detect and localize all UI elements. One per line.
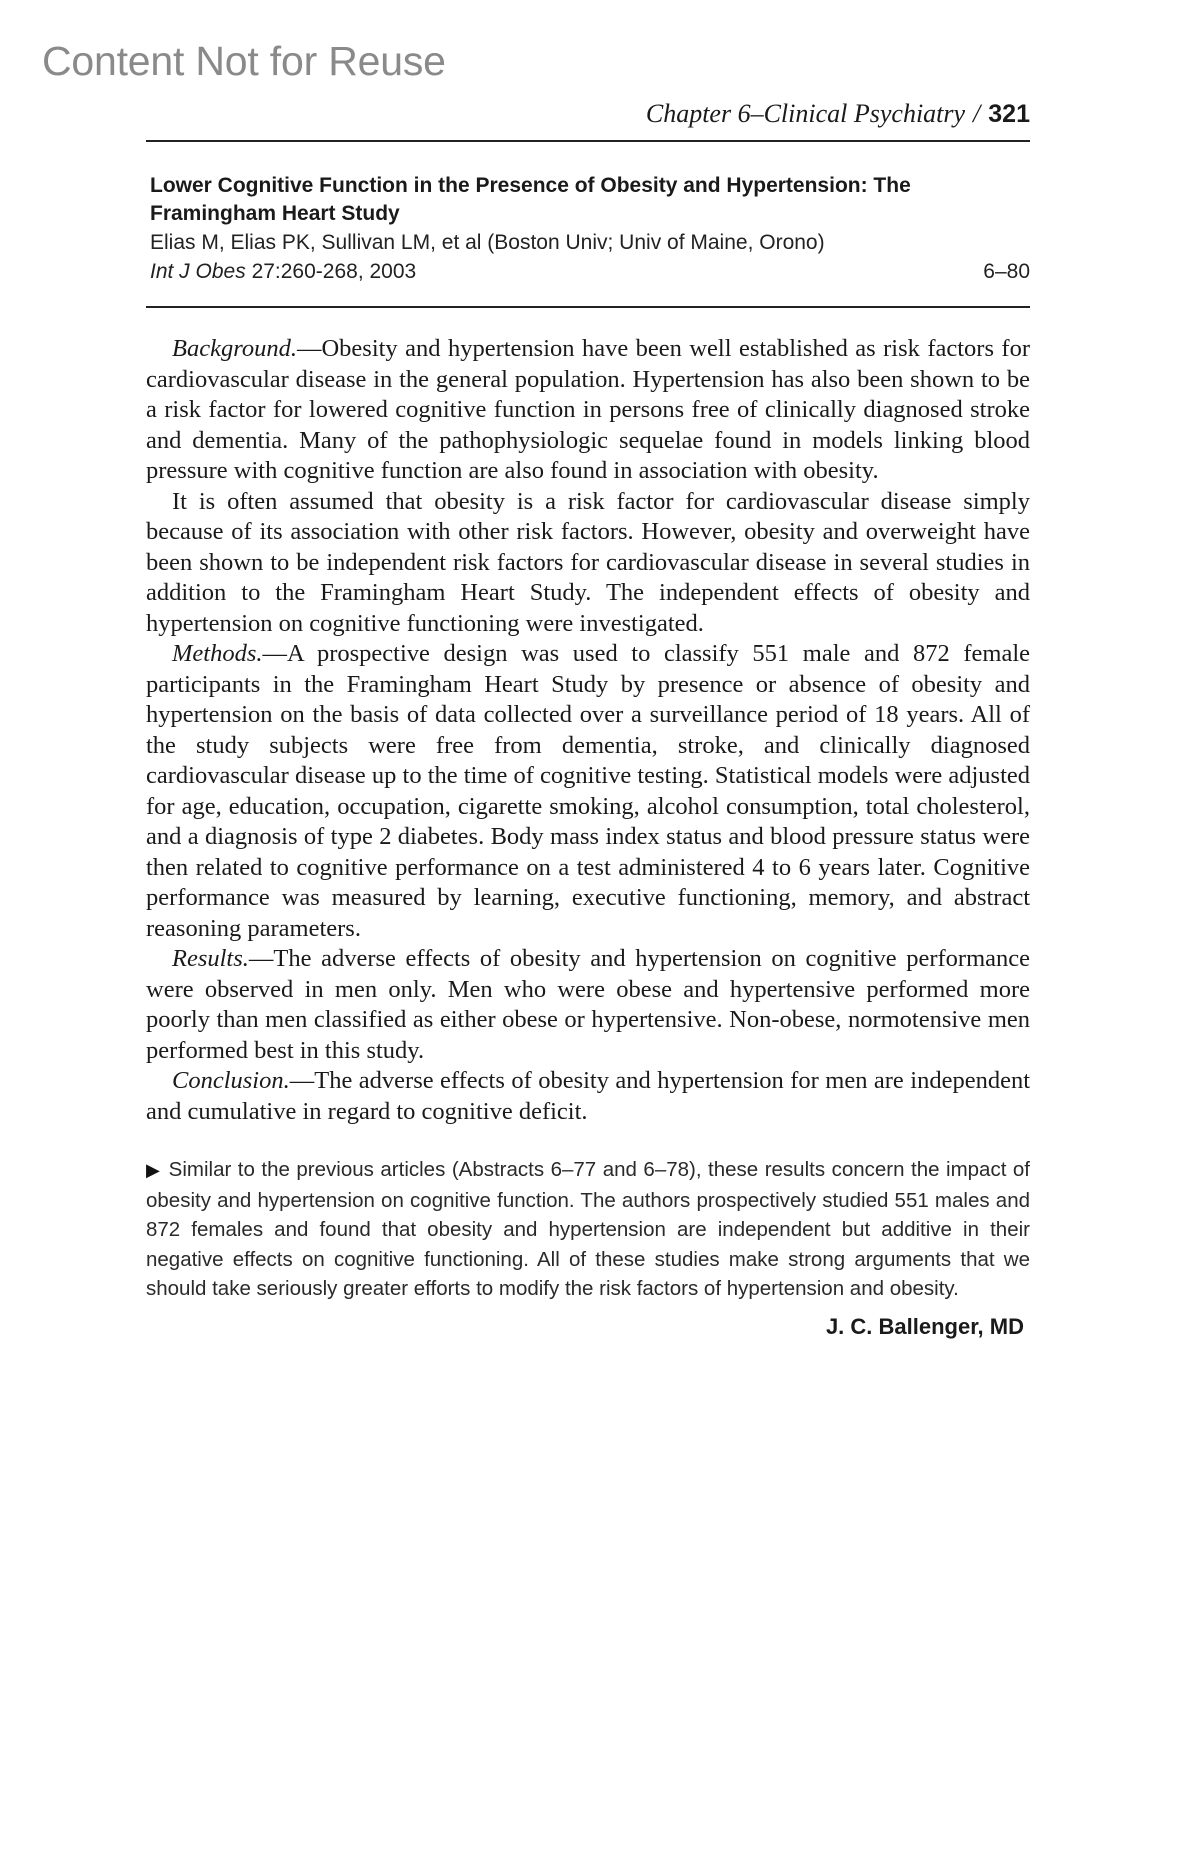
article-citation-block [146,142,1030,306]
watermark: Content Not for Reuse [42,38,446,84]
journal-line [150,257,1030,286]
results-paragraph [146,944,1030,1066]
running-head [146,92,1030,136]
abstract-body [146,334,1030,1127]
background-text: —Obesity and hypertension have been well established as risk factors for cardiovascular disease in the general population. Hypertension has also been shown to be a risk factor for lowered cognitive function in persons free of clinically diagnosed stroke and dementia. Many of the pathophysiologic sequelae found in models linking blood pressure with cognitive function are also found in association with obesity. [146,335,1030,484]
article-title: Lower Cognitive Function in the Presence of Obesity and Hypertension: The Framingham Heart Study [150,174,911,225]
running-head-separator: / [973,99,981,128]
results-text: —The adverse effects of obesity and hypertension on cognitive performance were observed in men only. Men who were obese and hypertensive performed more poorly than men classified as either obese or hypertensive. Non-obese, normotensive men performed best in this study. [146,945,1030,1064]
methods-heading: Methods. [172,640,263,667]
conclusion-paragraph [146,1066,1030,1127]
right-triangle-bullet-icon: ▶ [146,1160,161,1180]
reviewer-name: J. C. Ballenger, MD [825,1313,1024,1339]
conclusion-heading: Conclusion. [172,1067,290,1094]
methods-paragraph [146,639,1030,944]
page-number: 321 [988,100,1030,128]
abstract-number: 6–80 [983,260,1030,283]
conclusion-text: —The adverse effects of obesity and hypertension for men are independent and cumulative in regard to cognitive deficit. [146,1067,1030,1125]
results-heading: Results. [172,945,249,972]
methods-text: —A prospective design was used to classify 551 male and 872 female participants in the Framingham Heart Study by presence or absence of obesity and hypertension on the basis of data collected over a surveillance period of 18 years. All of the study subjects were free from dementia, stroke, and clinically diagnosed cardiovascular disease up to the time of cognitive testing. Statistical models were adjusted for age, education, occupation, cigarette smoking, alcohol consumption, total cholesterol, and a diagnosis of type 2 diabetes. Body mass index status and blood pressure status were then related to cognitive performance on a test administered 4 to 6 years later. Cognitive performance was measured by learning, executive functioning, memory, and abstract reasoning parameters. [146,640,1030,942]
background-paragraph [146,334,1030,487]
article-authors: Elias M, Elias PK, Sullivan LM, et al (Boston Univ; Univ of Maine, Orono) [150,231,825,254]
editor-commentary [146,1155,1030,1304]
journal-page [146,92,1030,1340]
journal-name: Int J Obes [150,260,246,283]
citation-rule [146,306,1030,308]
background-paragraph-2: It is often assumed that obesity is a risk factor for cardiovascular disease simply because of its association with other risk factors. However, obesity and overweight have been shown to be independent risk factors for cardiovascular disease in several studies in addition to the Framingham Heart Study. The independent effects of obesity and hypertension on cognitive functioning were investigated. [146,487,1030,637]
commentary-text: Similar to the previous articles (Abstracts 6–77 and 6–78), these results concern the impact of obesity and hypertension on cognitive function. The authors prospectively studied 551 males and 872 females and found that obesity and hypertension are independent but additive in their negative effects on cognitive functioning. All of these studies make strong arguments that we should take seriously greater efforts to modify the risk factors of hypertension and obesity. [146,1158,1031,1300]
chapter-title: Chapter 6–Clinical Psychiatry [645,99,966,128]
background-heading: Background. [172,335,297,362]
journal-reference [150,257,416,286]
journal-volume-pages: 27:260-268, 2003 [251,260,417,283]
